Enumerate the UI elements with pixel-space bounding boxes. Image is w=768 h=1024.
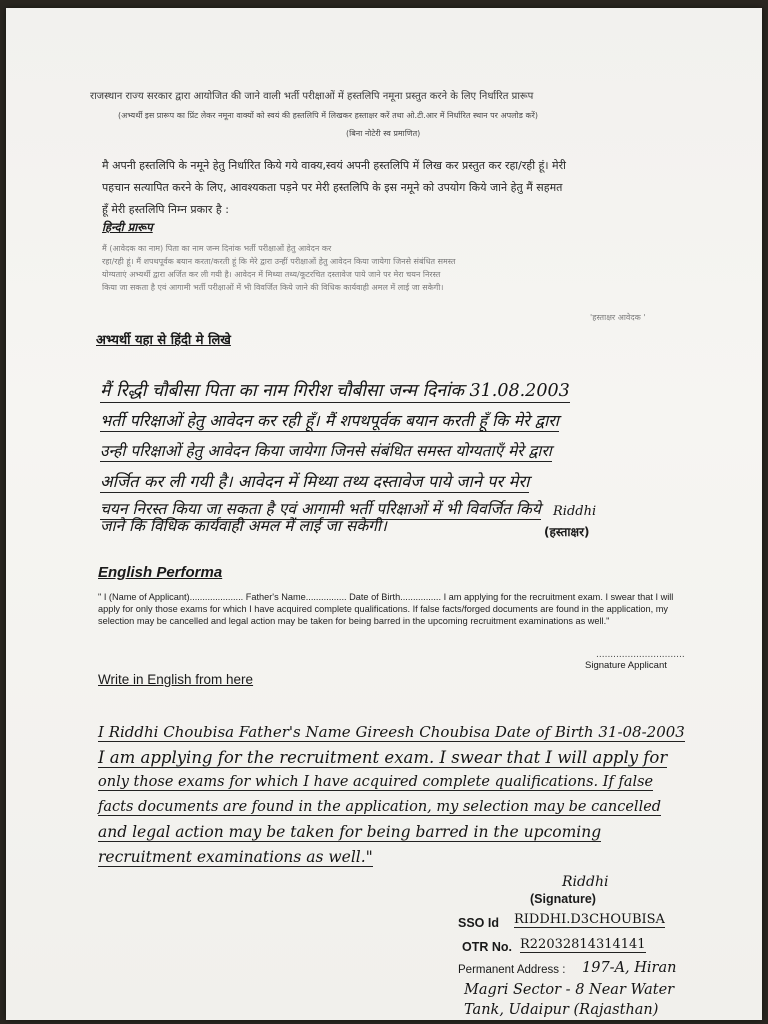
hindi-performa-line: किया जा सकता है एवं आगामी भर्ती परीक्षाओं में भी विवर्जित किये जाने की विधिक कार्यवाही अमल में लाई जा सकेगी। [102,283,444,292]
sso-id-label: SSO Id [458,916,499,930]
declaration-form-page [6,8,762,1020]
address-line: Tank, Udaipur (Rajasthan) [464,1002,659,1018]
hindi-handwritten-line: अर्जित कर ली गयी है। आवेदन में मिथ्या तथ्य दस्तावेज पाये जाने पर मेरा [100,469,529,493]
hindi-handwritten-line: उन्ही परिक्षाओं हेतु आवेदन किया जायेगा जिनसे संबंधित समस्त योग्यताएँ मेरे द्वारा [100,439,552,462]
hindi-performa-line: रहा/रही हूं। मैं शपथपूर्वक बयान करता/करती हूं कि मेरे द्वारा उन्हीं परीक्षाओं हेतु आवेदन किया जायेगा जिनसे संबंधित समस्त [102,257,456,266]
otr-number-label: OTR No. [462,940,512,954]
english-handwritten-line: facts documents are found in the application, my selection may be cancelled [98,799,662,815]
form-title: राजस्थान राज्य सरकार द्वारा आयोजित की जाने वाली भर्ती परीक्षाओं में हस्तलिपि नमूना प्रस्तुत करने के लिए निर्धारित प्रारूप [90,91,534,102]
address-line: Magri Sector - 8 Near Water [464,982,675,998]
hindi-performa-line: योग्यताएं अभ्यर्थी द्वारा अर्जित कर ली गयी है। आवेदन में मिथ्या तथ्य/कूटरचित दस्तावेज पाये जाने पर मेरा चयन निरस्त [102,270,441,279]
otr-number-value: R22032814314141 [520,937,646,952]
english-handwritten-line: I am applying for the recruitment exam. I swear that I will apply for [98,748,668,767]
signature-line: ............................... [596,650,685,660]
hindi-signature-mark: Riddhi [553,504,597,519]
sso-id-value: RIDDHI.D3CHOUBISA [514,912,665,927]
english-handwritten-line: only those exams for which I have acquired complete qualifications. If false [98,774,654,790]
declaration-line-1: मै अपनी हस्तलिपि के नमूने हेतु निर्धारित किये गये वाक्य,स्वयं अपनी हस्तलिपि में लिख कर प्रस्तुत कर रहा/रही हूं। मेरी [102,159,566,172]
hindi-signature-label: (हस्ताक्षर) [544,525,590,539]
hindi-performa-heading: हिन्दी प्रारूप [102,220,153,234]
declaration-line-3: हूँ मेरी हस्तलिपि निम्न प्रकार है : [102,203,229,216]
hindi-handwritten-line: मैं रिद्धी चौबीसा पिता का नाम गिरीश चौबीसा जन्म दिनांक 31.08.2003 [100,378,570,403]
hindi-handwritten-line: भर्ती परिक्षाओं हेतु आवेदन कर रही हूँ। मैं शपथपूर्वक बयान करती हूँ कि मेरे द्वारा [100,411,559,430]
hindi-handwritten-line: चयन निरस्त किया जा सकता है एवं आगामी भर्ती परिक्षाओं में भी विवर्जित किये [100,497,541,520]
english-performa-heading: English Performa [98,564,223,581]
english-handwritten-line: I Riddhi Choubisa Father's Name Gireesh Choubisa Date of Birth 31-08-2003 [98,723,685,741]
form-instruction-note: (अभ्यर्थी इस प्रारूप का प्रिंट लेकर नमूना वाक्यों को स्वयं की हस्तलिपि में लिखकर हस्ताक्षर करें तथा ओ.टी.आर में निर्धारित स्थान पर अपलोड करें) [118,111,538,120]
hindi-performa-signature-label: 'हस्ताक्षर आवेदक ' [590,313,646,322]
hindi-performa-line: मैं (आवेदक का नाम) पिता का नाम जन्म दिनांक भर्ती परीक्षाओं हेतु आवेदन कर [102,244,332,253]
form-notary-note: (बिना नोटेरी स्व प्रमाणित) [346,129,421,138]
english-performa-text: " I (Name of Applicant)..................... Father's Name................ Date of Birth................ I am applying for the recruitment exam. I swear that I will apply for only those exams for which I have acquired complete qualifications. If false facts/forged documents are found in the application, my selection may be cancelled and legal action may be taken for being barred in the upcoming recruitment examinations as well." [98,592,674,626]
hindi-handwritten-line: जाने कि विधिक कार्यवाही अमल में लाई जा सकेगी। [100,517,387,535]
footer-signature-label: (Signature) [530,892,596,906]
address-line: 197-A, Hiran [582,960,677,976]
signature-applicant-label: Signature Applicant [585,660,667,671]
footer-signature-mark: Riddhi [562,874,609,890]
permanent-address-label: Permanent Address : [458,964,566,976]
english-write-heading: Write in English from here [98,672,254,687]
english-handwritten-line: and legal action may be taken for being barred in the upcoming [98,823,602,841]
hindi-write-heading: अभ्यर्थी यहा से हिंदी मे लिखे [96,333,231,348]
declaration-line-2: पहचान सत्यापित करने के लिए, आवश्यकता पड़ने पर मेरी हस्तलिपि के इस नमूने को उपयोग किये जाने हेतु मैं सहमत [102,181,563,194]
english-handwritten-line: recruitment examinations as well." [98,848,373,866]
